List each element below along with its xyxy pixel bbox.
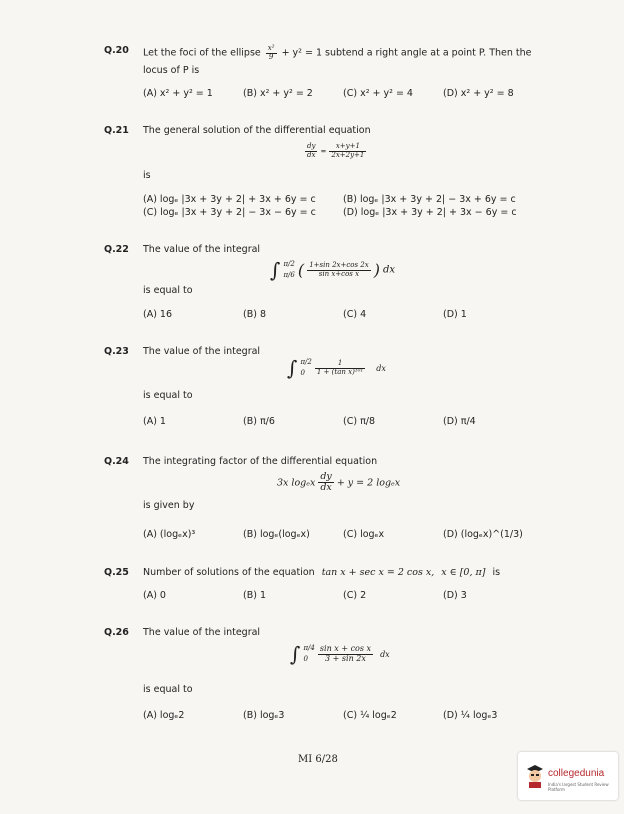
upper-limit: π/2 <box>300 357 312 366</box>
question-text-cont: is given by <box>143 500 195 511</box>
option-b: (B) π/6 <box>243 416 275 427</box>
logo-tagline: India's largest Student Review Platform <box>548 782 609 792</box>
integrand-fraction <box>318 645 373 664</box>
option-c: (C) 4 <box>343 309 367 320</box>
lower-limit: π/6 <box>283 271 295 279</box>
ellipse-fraction <box>266 45 277 61</box>
option-b: (B) 1 <box>243 590 266 601</box>
derivative-fraction <box>318 472 333 494</box>
option-c: (C) logₑx <box>343 529 385 540</box>
option-c: (C) π/8 <box>343 416 376 427</box>
fraction-numerator: 1 <box>315 360 365 369</box>
integral-expression <box>290 642 390 666</box>
option-b: (B) x² + y² = 2 <box>243 88 313 99</box>
fraction-denominator: 1 + (tan x)¹⁰¹ <box>316 367 364 376</box>
integral-sign: ∫ <box>270 258 281 282</box>
option-b: (B) 8 <box>243 309 266 320</box>
domain-interval: x ∈ [0, π] <box>441 567 486 578</box>
question-number: Q.20 <box>104 45 129 56</box>
option-d: (D) x² + y² = 8 <box>443 88 514 99</box>
option-d: (D) (logₑx)^(1/3) <box>443 529 523 540</box>
option-d: (D) 1 <box>443 309 467 320</box>
paren-open: ( <box>297 260 305 280</box>
option-c: (C) logₑ |3x + 3y + 2| − 3x − 6y = c <box>143 207 316 218</box>
option-a: (A) 16 <box>143 309 173 320</box>
question-text: The value of the integral <box>143 244 261 255</box>
student-mascot-icon <box>525 762 545 788</box>
lower-limit: 0 <box>300 369 305 377</box>
differential: dx <box>383 264 396 276</box>
lhs-fraction <box>305 143 317 159</box>
integral-sign: ∫ <box>290 642 301 666</box>
logo-name: collegedunia <box>548 768 605 779</box>
option-c: (C) x² + y² = 4 <box>343 88 413 99</box>
upper-limit: π/4 <box>303 643 315 652</box>
lower-limit: 0 <box>303 655 308 663</box>
equals-sign: = <box>320 147 327 156</box>
question-text-cont: is <box>143 170 151 181</box>
question-number: Q.23 <box>104 346 129 357</box>
upper-limit: π/2 <box>283 259 295 268</box>
option-c: (C) ¼ logₑ2 <box>343 710 397 721</box>
question-text-part: Number of solutions of the equation <box>143 567 315 578</box>
question-number: Q.22 <box>104 244 129 255</box>
question-text-cont: locus of P is <box>143 65 200 76</box>
integral-limits <box>283 259 294 281</box>
question-text: The general solution of the differential equation <box>143 125 371 136</box>
question-text-part: Let the foci of the ellipse <box>143 47 261 59</box>
rhs-fraction <box>329 143 366 159</box>
option-a: (A) logₑ |3x + 3y + 2| + 3x + 6y = c <box>143 194 316 205</box>
differential-equation <box>277 472 400 494</box>
question-text-part: + y² = 1 subtend a right angle at a point P. Then the <box>281 47 532 59</box>
option-c: (C) 2 <box>343 590 367 601</box>
option-d: (D) π/4 <box>443 416 476 427</box>
option-d: (D) ¼ logₑ3 <box>443 710 498 721</box>
question-text-cont: is equal to <box>143 285 193 296</box>
differential: dx <box>380 649 390 659</box>
fraction-denominator: sin x+cos x <box>318 269 360 278</box>
question-number: Q.25 <box>104 567 129 578</box>
question-text-cont: is equal to <box>143 684 193 695</box>
integral-sign: ∫ <box>287 356 298 380</box>
trig-equation: tan x + sec x = 2 cos x, <box>321 567 435 578</box>
option-d: (D) logₑ |3x + 3y + 2| + 3x − 6y = c <box>343 207 517 218</box>
question-text <box>143 45 532 61</box>
question-text-part: is <box>492 567 501 578</box>
question-text: The value of the integral <box>143 627 261 638</box>
option-b: (B) logₑ(logₑx) <box>243 529 310 540</box>
question-text <box>143 567 500 578</box>
fraction-numerator: dy <box>320 471 332 482</box>
fraction-denominator: dx <box>320 482 332 494</box>
differential-equation <box>305 143 366 159</box>
question-number: Q.21 <box>104 125 129 136</box>
fraction-numerator: dy <box>307 142 316 150</box>
question-text-cont: is equal to <box>143 390 193 401</box>
integral-limits <box>303 643 314 665</box>
option-a: (A) 1 <box>143 416 166 427</box>
option-a: (A) logₑ2 <box>143 710 185 721</box>
page-footer: MI 6/28 <box>298 754 338 765</box>
fraction-numerator: sin x + cos x <box>319 643 372 653</box>
option-a: (A) 0 <box>143 590 166 601</box>
fraction-denominator: 2x+2y+1 <box>331 150 365 159</box>
question-text: The integrating factor of the differential equation <box>143 456 378 467</box>
fraction-denominator: dx <box>307 150 316 159</box>
integral-expression <box>287 356 386 380</box>
integrand-fraction <box>307 262 371 278</box>
fraction-denominator: 3 + sin 2x <box>325 653 366 663</box>
fraction-numerator: 1+sin 2x+cos 2x <box>309 260 369 269</box>
integral-limits <box>300 357 311 379</box>
fraction-numerator: x² <box>267 44 275 52</box>
equation-part: 3x logₑx <box>277 477 316 489</box>
question-number: Q.26 <box>104 627 129 638</box>
question-text: The value of the integral <box>143 346 261 357</box>
question-number: Q.24 <box>104 456 129 467</box>
option-b: (B) logₑ |3x + 3y + 2| − 3x + 6y = c <box>343 194 516 205</box>
differential: dx <box>376 363 386 373</box>
fraction-numerator: x+y+1 <box>329 143 366 152</box>
equation-part: + y = 2 logₑx <box>336 477 401 489</box>
paren-close: ) <box>373 260 380 280</box>
option-a: (A) (logₑx)³ <box>143 529 196 540</box>
option-d: (D) 3 <box>443 590 467 601</box>
option-a: (A) x² + y² = 1 <box>143 88 213 99</box>
integral-expression <box>270 258 395 282</box>
option-b: (B) logₑ3 <box>243 710 285 721</box>
collegedunia-logo <box>518 752 618 800</box>
integrand-fraction <box>315 360 365 376</box>
fraction-denominator: 9 <box>268 52 274 61</box>
